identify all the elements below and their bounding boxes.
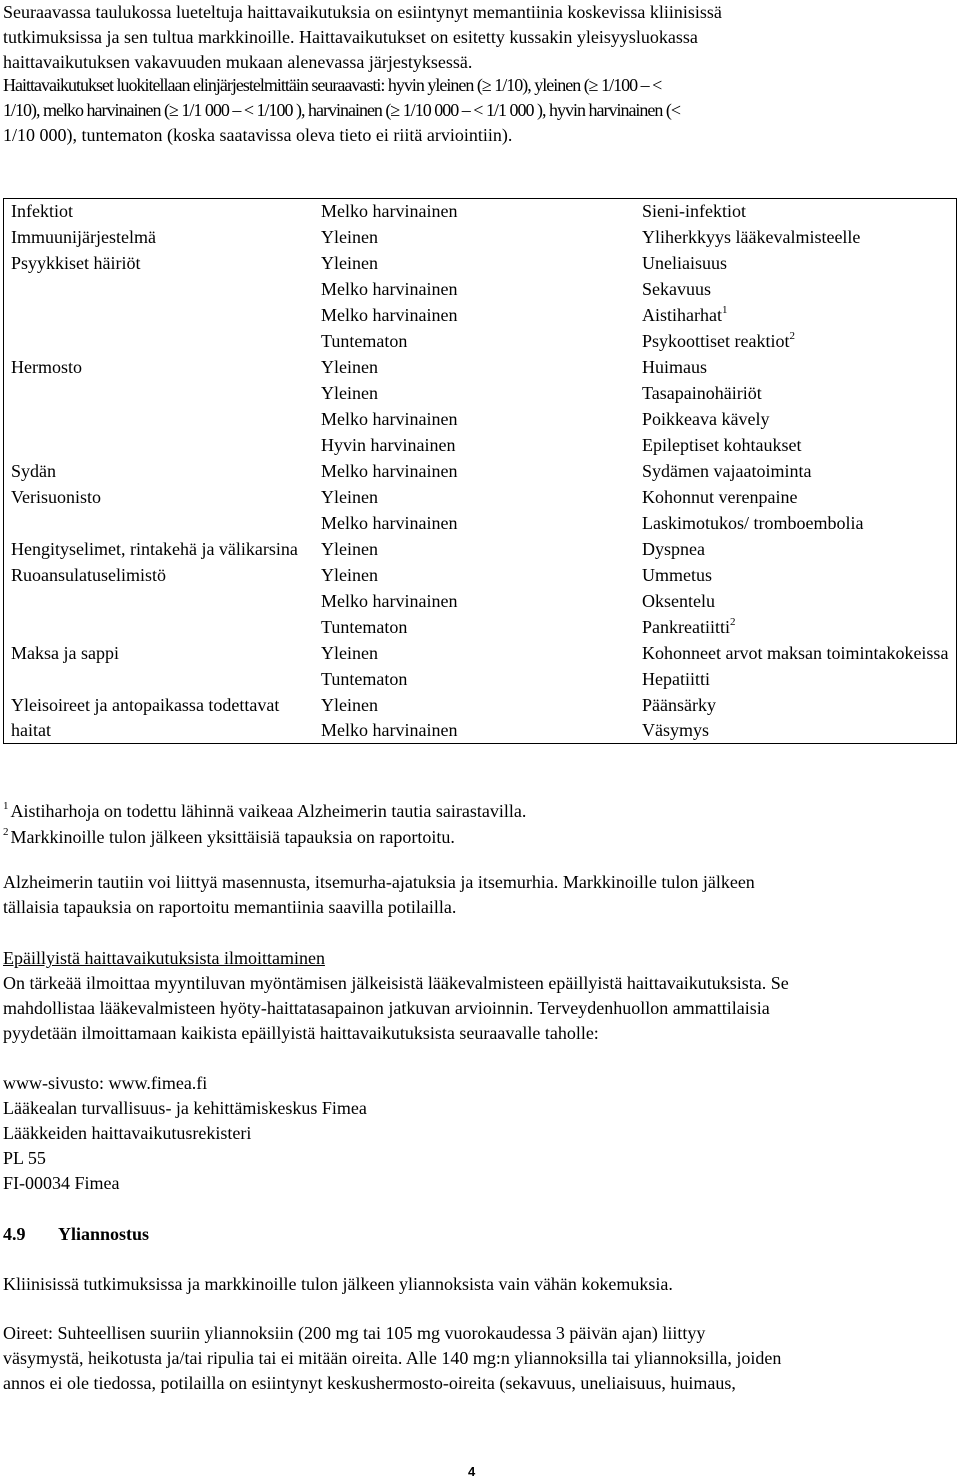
organ-class-cell	[4, 251, 315, 277]
overdose-intro: Kliinisissä tutkimuksissa ja markkinoille tulon jälkeen yliannoksista vain vähän kokemuksia.	[3, 1274, 673, 1294]
reaction-cell-text: Huimaus	[642, 357, 707, 377]
table-row	[4, 407, 957, 433]
page-number: 4	[468, 1464, 476, 1479]
table-row	[4, 199, 957, 226]
frequency-cell	[314, 277, 635, 303]
contact-line: Lääkealan turvallisuus- ja kehittämiskeskus Fimea	[3, 1098, 367, 1118]
reaction-cell	[635, 277, 957, 303]
footnote	[3, 794, 526, 820]
contact-block	[3, 1071, 955, 1196]
table-row	[4, 641, 957, 667]
reaction-cell	[635, 199, 957, 226]
reaction-cell-text: Epileptiset kohtaukset	[642, 435, 802, 455]
text-line: Haittavaikutukset luokitellaan elinjärjestelmittäin seuraavasti: hyvin yleinen (≥ 1/10), yleinen (≥ 1/100 – <	[3, 75, 662, 95]
frequency-cell-text: Melko harvinainen	[321, 201, 458, 221]
table-footnotes	[3, 794, 526, 846]
frequency-cell	[314, 433, 635, 459]
table-row	[4, 381, 957, 407]
reaction-cell	[635, 615, 957, 641]
text-line: tutkimuksissa ja sen tultua markkinoille. Haittavaikutukset on esitetty kussakin yleisyysluokassa	[3, 27, 698, 47]
organ-class-cell	[4, 615, 315, 641]
frequency-cell-text: Hyvin harvinainen	[321, 435, 456, 455]
frequency-cell	[314, 615, 635, 641]
reaction-cell	[635, 485, 957, 511]
reaction-cell-text: Sekavuus	[642, 279, 711, 299]
reaction-cell	[635, 641, 957, 667]
text-line: mahdollistaa lääkevalmisteen hyöty-haittatasapainon jatkuvan arvioinnin. Terveydenhuollon ammattilaisia	[3, 998, 770, 1018]
text-line: On tärkeää ilmoittaa myyntiluvan myöntämisen jälkeisistä lääkevalmisteen epäillyistä haittavaikutuksista. Se	[3, 973, 789, 993]
contact-line: Lääkkeiden haittavaikutusrekisteri	[3, 1123, 252, 1143]
reaction-cell	[635, 537, 957, 563]
organ-class-cell	[4, 563, 315, 589]
reaction-cell	[635, 381, 957, 407]
table-row	[4, 225, 957, 251]
reaction-cell	[635, 225, 957, 251]
frequency-cell	[314, 641, 635, 667]
organ-class-cell	[4, 277, 315, 303]
frequency-cell-text: Tuntematon	[321, 669, 408, 689]
footnote-mark: 2	[3, 826, 9, 838]
reaction-cell	[635, 459, 957, 485]
symptoms-label: Oireet:	[3, 1323, 53, 1343]
frequency-cell-text: Tuntematon	[321, 331, 408, 351]
table-row	[4, 693, 957, 744]
reaction-cell-text: Kohonnut verenpaine	[642, 487, 798, 507]
organ-class-cell	[4, 641, 315, 667]
frequency-cell-text: Yleinen	[321, 643, 378, 663]
text-line: tällaisia tapauksia on raportoitu memantiinia saavilla potilailla.	[3, 897, 457, 917]
table-row	[4, 303, 957, 329]
frequency-cell-text: Melko harvinainen	[321, 591, 458, 611]
table-row	[4, 355, 957, 381]
frequency-cell-text: Yleinen Melko harvinainen	[321, 695, 458, 740]
organ-class-cell-text: Psyykkiset häiriöt	[11, 253, 141, 273]
text-line: 1/10 000), tuntematon (koska saatavissa oleva tieto ei riitä arviointiin).	[3, 125, 513, 145]
frequency-cell	[314, 355, 635, 381]
organ-class-cell-text: Sydän	[11, 461, 56, 481]
organ-class-cell	[4, 381, 315, 407]
organ-class-cell	[4, 589, 315, 615]
frequency-cell	[314, 329, 635, 355]
footnote-reference: 2	[729, 616, 736, 628]
table-row	[4, 251, 957, 277]
table-row	[4, 511, 957, 537]
footnote-reference: 1	[721, 304, 728, 316]
footnote-reference: 2	[789, 330, 795, 342]
frequency-cell	[314, 251, 635, 277]
frequency-cell-text: Melko harvinainen	[321, 461, 458, 481]
reaction-cell-text: Sieni-infektiot	[642, 201, 746, 221]
reaction-cell	[635, 667, 957, 693]
symptoms-paragraph	[3, 1321, 955, 1396]
text-line: haittavaikutuksen vakavuuden mukaan alenevassa järjestyksessä.	[3, 52, 473, 72]
footnote-text: Markkinoille tulon jälkeen yksittäisiä tapauksia on raportoitu.	[10, 827, 455, 847]
document-page	[3, 0, 955, 1393]
frequency-paragraph	[3, 73, 955, 148]
organ-class-cell-text: Immuunijärjestelmä	[11, 227, 156, 247]
text-line: Alzheimerin tautiin voi liittyä masennusta, itsemurha-ajatuksia ja itsemurhia. Markkinoille tulon jälkeen	[3, 872, 755, 892]
frequency-cell	[314, 537, 635, 563]
organ-class-cell	[4, 667, 315, 693]
organ-class-cell	[4, 225, 315, 251]
organ-class-cell-text: Maksa ja sappi	[11, 643, 119, 663]
frequency-cell	[314, 667, 635, 693]
table-row	[4, 433, 957, 459]
reaction-cell	[635, 433, 957, 459]
frequency-cell-text: Melko harvinainen	[321, 279, 458, 299]
frequency-cell-text: Melko harvinainen	[321, 305, 458, 325]
frequency-cell-text: Yleinen	[321, 539, 378, 559]
reporting-section	[3, 946, 955, 1046]
organ-class-cell	[4, 329, 315, 355]
reaction-cell	[635, 407, 957, 433]
text-line: pyydetään ilmoittamaan kaikista epäillyistä haittavaikutuksista seuraavalle taholle:	[3, 1023, 599, 1043]
organ-class-cell	[4, 433, 315, 459]
frequency-cell	[314, 485, 635, 511]
frequency-cell-text: Yleinen	[321, 565, 378, 585]
frequency-cell	[314, 563, 635, 589]
organ-class-cell-text: Ruoansulatuselimistö	[11, 565, 166, 585]
intro-paragraph	[3, 0, 955, 75]
frequency-cell	[314, 589, 635, 615]
reaction-cell-text: Tasapainohäiriöt	[642, 383, 762, 403]
frequency-cell-text: Yleinen	[321, 253, 378, 273]
footnote-text: Aistiharhoja on todettu lähinnä vaikeaa Alzheimerin tautia sairastavilla.	[10, 801, 527, 821]
organ-class-cell-text: Verisuonisto	[11, 487, 101, 507]
reaction-cell-text: Kohonneet arvot maksan toimintakokeissa	[642, 643, 949, 663]
organ-class-cell	[4, 199, 315, 226]
organ-class-cell	[4, 303, 315, 329]
reaction-cell-text: Uneliaisuus	[642, 253, 727, 273]
frequency-cell	[314, 199, 635, 226]
frequency-cell-text: Tuntematon	[321, 617, 408, 637]
organ-class-cell	[4, 537, 315, 563]
organ-class-cell	[4, 693, 315, 744]
reaction-cell-text: Oksentelu	[642, 591, 715, 611]
adverse-reactions-table	[3, 198, 957, 744]
footnote	[3, 820, 526, 846]
reaction-cell-text: Aistiharhat	[642, 305, 722, 325]
section-number: 4.9	[3, 1224, 26, 1244]
table-body	[4, 199, 957, 744]
reaction-cell-text: Yliherkkyys lääkevalmisteelle	[642, 227, 861, 247]
table-row	[4, 615, 957, 641]
table-row	[4, 537, 957, 563]
section-title: Yliannostus	[58, 1224, 150, 1244]
frequency-cell-text: Yleinen	[321, 357, 378, 377]
reaction-cell-text: Laskimotukos/ tromboembolia	[642, 513, 864, 533]
reaction-cell	[635, 251, 957, 277]
organ-class-cell-text: Infektiot	[11, 201, 73, 221]
reaction-cell-text: Psykoottiset reaktiot	[642, 331, 790, 351]
reaction-cell	[635, 511, 957, 537]
reaction-cell	[635, 355, 957, 381]
table-row	[4, 277, 957, 303]
organ-class-cell-text: Hermosto	[11, 357, 82, 377]
text-line: annos ei ole tiedossa, potilailla on esiintynyt keskushermosto-oireita (sekavuus, uneliaisuus, huimaus,	[3, 1373, 736, 1393]
organ-class-cell	[4, 485, 315, 511]
footnote-mark: 1	[3, 800, 9, 812]
text-line: 1/10), melko harvinainen (≥ 1/1 000 – < 1/100 ), harvinainen (≥ 1/10 000 – < 1/1 000 ), hyvin harvinainen (<	[3, 100, 681, 120]
contact-line: www-sivusto: www.fimea.fi	[3, 1073, 208, 1093]
reaction-cell	[635, 563, 957, 589]
table-row	[4, 667, 957, 693]
organ-class-cell-text: Yleisoireet ja antopaikassa todettavat haitat	[11, 695, 280, 740]
frequency-cell-text: Yleinen	[321, 383, 378, 403]
reaction-cell	[635, 303, 957, 329]
frequency-cell	[314, 381, 635, 407]
organ-class-cell	[4, 459, 315, 485]
organ-class-cell-text: Hengityselimet, rintakehä ja välikarsina	[11, 539, 298, 559]
reaction-cell-text: Hepatiitti	[642, 669, 710, 689]
reaction-cell-text: Poikkeava kävely	[642, 409, 770, 429]
frequency-cell	[314, 459, 635, 485]
table-row	[4, 459, 957, 485]
table-row	[4, 563, 957, 589]
reaction-cell-text: Sydämen vajaatoiminta	[642, 461, 812, 481]
reaction-cell	[635, 589, 957, 615]
reaction-cell	[635, 693, 957, 744]
reaction-cell-text: Pankreatiitti	[642, 617, 730, 637]
contact-line: FI-00034 Fimea	[3, 1173, 120, 1193]
frequency-cell	[314, 407, 635, 433]
table-row	[4, 589, 957, 615]
table-row	[4, 485, 957, 511]
reaction-cell	[635, 329, 957, 355]
organ-class-cell	[4, 511, 315, 537]
frequency-cell-text: Melko harvinainen	[321, 409, 458, 429]
text-line: Seuraavassa taulukossa lueteltuja haittavaikutuksia on esiintynyt memantiinia koskevissa kliinisissä	[3, 2, 722, 22]
frequency-cell	[314, 511, 635, 537]
frequency-cell	[314, 303, 635, 329]
alzheimer-paragraph	[3, 870, 955, 920]
reporting-heading: Epäillyistä haittavaikutuksista ilmoittaminen	[3, 948, 325, 968]
organ-class-cell	[4, 407, 315, 433]
organ-class-cell	[4, 355, 315, 381]
reaction-cell-text: Ummetus	[642, 565, 712, 585]
reaction-cell-text: Dyspnea	[642, 539, 705, 559]
frequency-cell	[314, 225, 635, 251]
frequency-cell-text: Melko harvinainen	[321, 513, 458, 533]
contact-line: PL 55	[3, 1148, 46, 1168]
text-line: Suhteellisen suuriin yliannoksiin (200 mg tai 105 mg vuorokaudessa 3 päivän ajan) liittyy	[52, 1323, 706, 1343]
frequency-cell-text: Yleinen	[321, 487, 378, 507]
text-line: väsymystä, heikotusta ja/tai ripulia tai ei mitään oireita. Alle 140 mg:n yliannoksilla tai yliannoksilla, joiden	[3, 1348, 782, 1368]
frequency-cell	[314, 693, 635, 744]
reaction-cell-text: Päänsärky Väsymys	[642, 695, 716, 740]
section-heading	[3, 1222, 955, 1247]
table-row	[4, 329, 957, 355]
frequency-cell-text: Yleinen	[321, 227, 378, 247]
